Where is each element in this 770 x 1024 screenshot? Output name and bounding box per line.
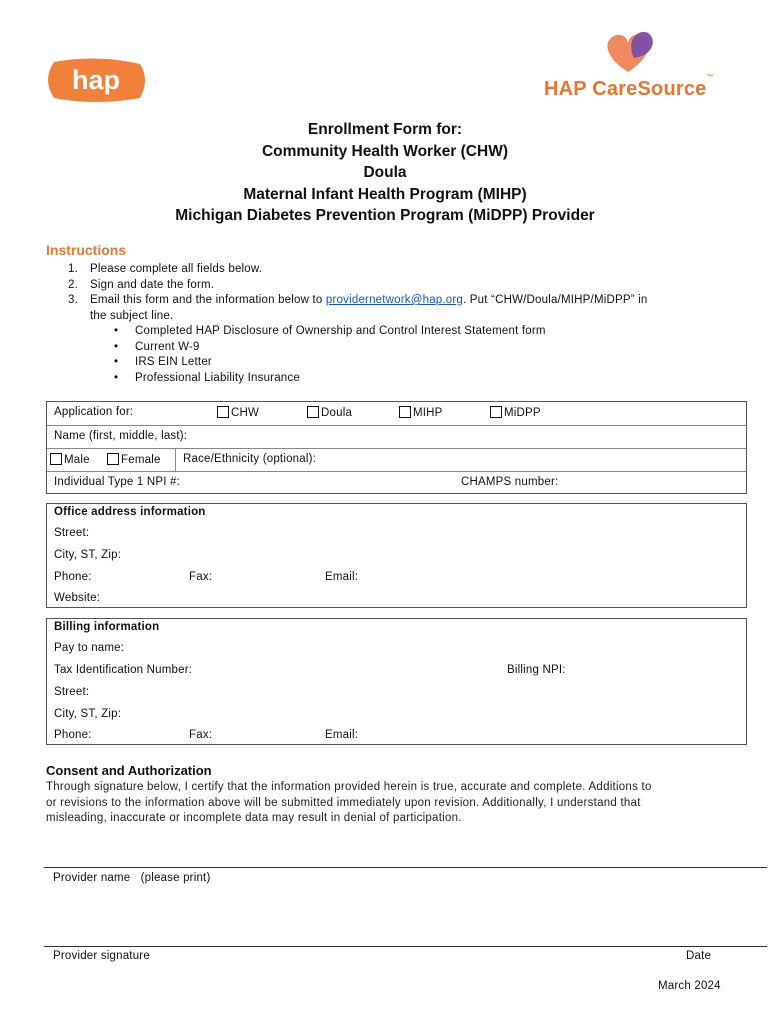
email-link[interactable]: providernetwork@hap.org — [325, 294, 464, 306]
billing-street-label[interactable]: Street: — [54, 686, 90, 698]
npi-row — [47, 472, 746, 495]
mihp-checkbox[interactable] — [399, 406, 411, 418]
billing-email-label[interactable]: Email: — [325, 729, 359, 741]
bullet-item: • IRS EIN Letter — [68, 355, 728, 371]
name-label: Name (first, middle, last): — [54, 430, 188, 442]
office-fax-label[interactable]: Fax: — [189, 571, 213, 583]
bullet-item: • Current W-9 — [68, 340, 728, 356]
consent-text — [46, 780, 736, 827]
champs-label[interactable]: CHAMPS number: — [461, 476, 559, 488]
chw-checkbox[interactable] — [217, 406, 229, 418]
pay-to-label[interactable]: Pay to name: — [54, 642, 125, 654]
consent-heading: Consent and Authorization — [46, 763, 212, 778]
instructions-list — [68, 262, 728, 386]
office-street-label[interactable]: Street: — [54, 527, 90, 539]
bullet-item: • Completed HAP Disclosure of Ownership and Control Interest Statement form — [68, 324, 728, 340]
doula-checkbox[interactable] — [307, 406, 319, 418]
chw-option[interactable]: CHW — [217, 406, 259, 419]
application-for-row — [47, 402, 746, 426]
office-website-label[interactable]: Website: — [54, 592, 101, 604]
office-heading: Office address information — [54, 506, 206, 518]
hap-logo — [44, 56, 148, 104]
female-checkbox[interactable] — [107, 453, 119, 465]
caresource-logo-text: HAP CareSource — [544, 78, 707, 100]
male-option[interactable]: Male — [50, 453, 90, 466]
billing-city-label[interactable]: City, ST, Zip: — [54, 708, 122, 720]
bullet-item: • Professional Liability Insurance — [68, 371, 728, 387]
hap-logo-text: hap — [71, 65, 121, 95]
office-phone-label[interactable]: Phone: — [54, 571, 92, 583]
hap-caresource-logo — [540, 28, 722, 102]
billing-heading: Billing information — [54, 621, 160, 633]
application-section — [46, 401, 747, 494]
office-email-label[interactable]: Email: — [325, 571, 359, 583]
footer-date: March 2024 — [658, 980, 721, 992]
consent-line: misleading, inaccurate or incomplete data may result in denial of participation. — [46, 812, 462, 824]
gender-race-row — [47, 449, 746, 472]
female-option[interactable]: Female — [107, 453, 161, 466]
male-checkbox[interactable] — [50, 453, 62, 465]
billing-phone-label[interactable]: Phone: — [54, 729, 92, 741]
application-for-label: Application for: — [54, 406, 134, 418]
title-line: Doula — [363, 164, 407, 181]
title-line: Enrollment Form for: — [307, 121, 463, 138]
midpp-option[interactable]: MiDPP — [490, 406, 541, 419]
mihp-option[interactable]: MIHP — [399, 406, 443, 419]
office-address-section — [46, 503, 747, 608]
midpp-checkbox[interactable] — [490, 406, 502, 418]
title-line: Maternal Infant Health Program (MIHP) — [243, 185, 527, 203]
title-line: Michigan Diabetes Prevention Program (MiDPP) Provider — [175, 207, 595, 224]
instruction-item: 1. Please complete all fields below. — [68, 263, 263, 275]
consent-line: or revisions to the information above will be submitted immediately upon revision. Additionally, I understand that — [46, 796, 641, 809]
date-label: Date — [686, 950, 712, 962]
name-row[interactable] — [47, 426, 746, 449]
provider-name-label: Provider name (please print) — [53, 872, 211, 884]
billing-fax-label[interactable]: Fax: — [189, 729, 213, 741]
trademark-symbol: ™ — [706, 74, 714, 81]
instruction-item-continued: the subject line. — [90, 309, 174, 322]
title-line: Community Health Worker (CHW) — [261, 142, 508, 160]
npi-label[interactable]: Individual Type 1 NPI #: — [54, 476, 181, 488]
consent-line: Through signature below, I certify that the information provided herein is true, accurate and complete. Additions to — [46, 781, 652, 793]
billing-npi-label[interactable]: Billing NPI: — [507, 664, 566, 676]
heart-icon — [598, 28, 658, 74]
doula-option[interactable]: Doula — [307, 406, 352, 419]
instructions-heading: Instructions — [46, 242, 127, 258]
provider-signature-label: Provider signature — [53, 950, 150, 962]
provider-signature-line[interactable] — [44, 946, 767, 947]
form-title — [0, 119, 770, 227]
instruction-item: 2. Sign and date the form. — [68, 278, 215, 291]
provider-name-line[interactable] — [44, 867, 767, 868]
instruction-item: 3. Email this form and the information below to providernetwork@hap.org. Put “CHW/Doula/MIHP/MiDPP” in — [68, 294, 648, 306]
race-ethnicity-label[interactable]: Race/Ethnicity (optional): — [183, 453, 317, 465]
office-city-label[interactable]: City, ST, Zip: — [54, 549, 122, 561]
divider — [175, 449, 176, 471]
tin-label[interactable]: Tax Identification Number: — [54, 664, 193, 676]
billing-section — [46, 618, 747, 745]
